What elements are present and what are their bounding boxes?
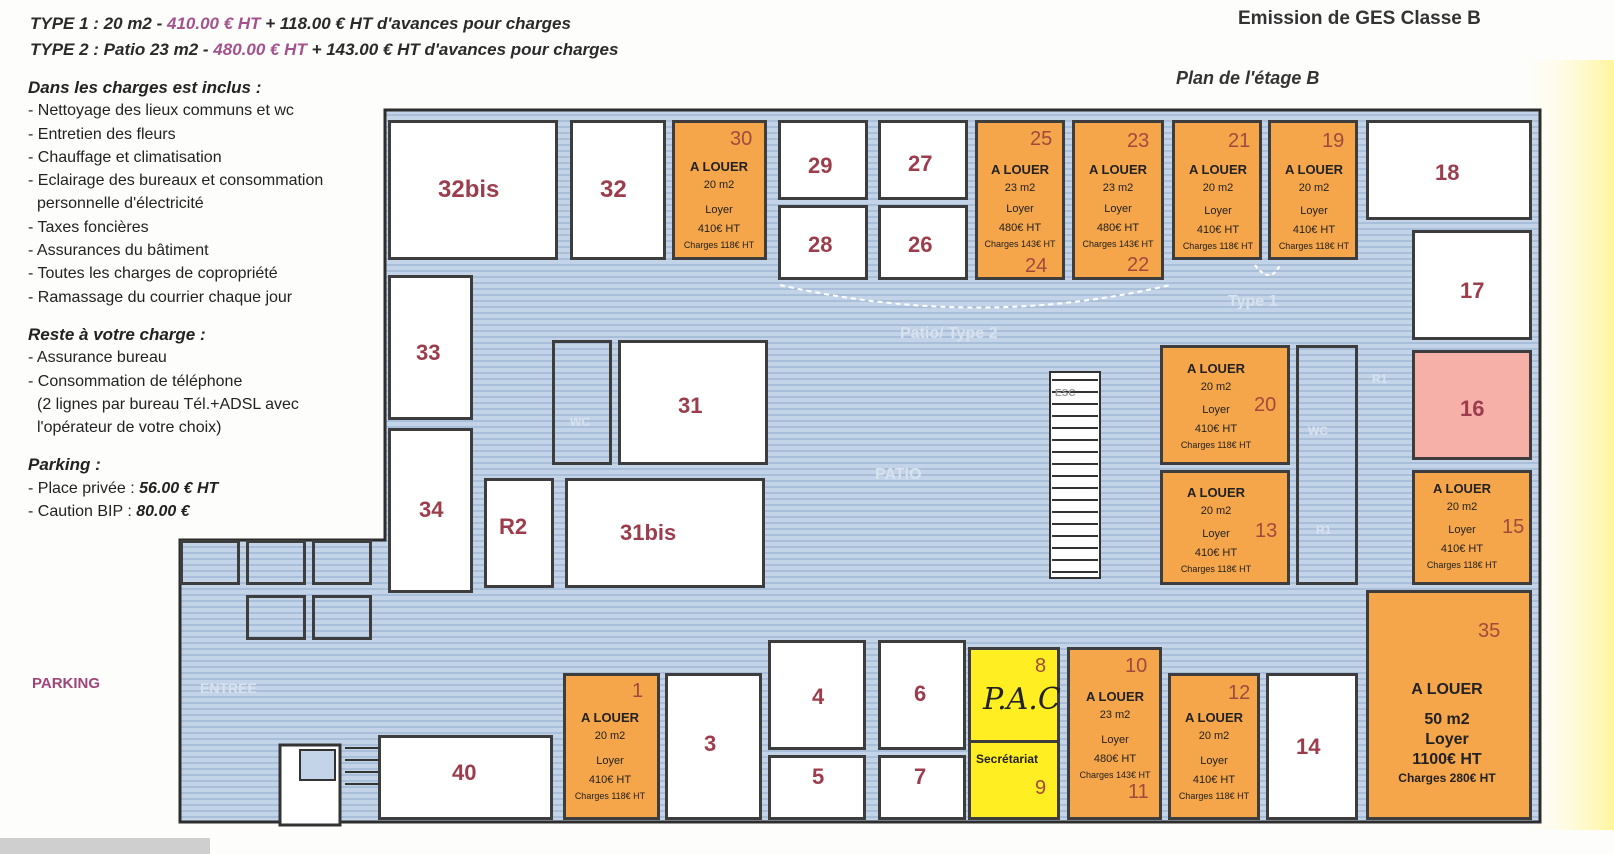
wc-left[interactable] [552,340,612,465]
plan-title: Plan de l'étage B [1176,68,1320,88]
r1-label-bottom: R1 [1316,523,1332,537]
room-label: 21 [1228,130,1251,152]
wc-right-label: WC [1308,424,1328,438]
room-label: 26 [908,232,933,257]
offer-room-13: A LOUER 20 m2 Loyer 410€ HT Charges 118€ HT [1180,485,1252,574]
included-item: - Taxes foncières [28,218,149,236]
parking-badge: - Caution BIP : 80.00 € [28,503,190,521]
room-label: 19 [1322,130,1345,152]
staircase [1050,372,1100,578]
esc-label: ESC [1055,388,1076,399]
secretariat-label: Secrétariat [976,752,1039,766]
room-label: 31bis [620,520,677,545]
included-item: - Chauffage et climatisation [28,148,222,166]
pac-divider [968,740,1060,743]
parking-place: - Place privée : 56.00 € HT [28,479,219,497]
room-label: 9 [1035,777,1047,799]
charge-item: (2 lignes par bureau Tél.+ADSL avec [37,395,299,413]
included-item: - Ramassage du courrier chaque jour [28,288,293,306]
offer-room-30: A LOUER 20 m2 Loyer 410€ HT Charges 118€ HT [683,159,755,250]
room-label: 3 [704,731,717,756]
room-label: R2 [499,514,528,539]
charge-item: - Assurance bureau [28,349,167,367]
parking-title: Parking : [28,455,101,475]
ges-class-label: Emission de GES Classe B [1238,8,1481,29]
type2-line: TYPE 2 : Patio 23 m2 - 480.00 € HT + 143.00 € HT d'avances pour charges [30,40,619,59]
included-item: - Nettoyage des lieux communs et wc [28,102,294,120]
type1-label: Type 1 [1228,293,1278,310]
included-item: - Entretien des fleurs [28,125,176,143]
room-label: 27 [908,151,933,176]
offer-room-19: A LOUER 20 m2 Loyer 410€ HT Charges 118€ HT [1278,162,1350,251]
esc-left[interactable] [312,595,372,640]
room-label: 31 [678,393,703,418]
included-title: Dans les charges est inclus : [28,78,262,97]
offer-room-25-24: A LOUER 23 m2 Loyer 480€ HT Charges 143€ HT [984,162,1056,249]
room-label: 32 [600,176,627,203]
patio-type2-label: Patio/ Type 2 [900,325,998,342]
room-label: 30 [730,128,753,150]
room-label: 28 [808,232,833,257]
room-label: 16 [1460,396,1485,421]
offer-room-15: A LOUER 20 m2 Loyer 410€ HT Charges 118€ HT [1426,481,1498,570]
room-label: 24 [1025,255,1048,277]
included-item: - Toutes les charges de copropriété [28,265,278,283]
scroll-bar[interactable] [0,838,210,854]
offer-room-1: A LOUER 20 m2 Loyer 410€ HT Charges 118€ HT [574,710,646,801]
room-label: 23 [1127,130,1150,152]
offer-room-35: A LOUER 50 m2 Loyer 1100€ HT Charges 280€ HT [1398,681,1496,785]
room-left-b[interactable] [246,540,306,585]
offer-room-21: A LOUER 20 m2 Loyer 410€ HT Charges 118€ HT [1182,162,1254,251]
room-label: 6 [914,681,927,706]
room-label: 10 [1125,655,1148,677]
included-item: - Assurances du bâtiment [28,242,209,260]
room-label: 13 [1255,520,1278,542]
room-label: 12 [1228,682,1251,704]
room-label: 29 [808,153,833,178]
offer-room-20: A LOUER 20 m2 Loyer 410€ HT Charges 118€ HT [1180,361,1252,450]
included-item: - Eclairage des bureaux et consommation [28,172,324,190]
charge-item: l'opérateur de votre choix) [37,419,222,437]
offer-room-23-22: A LOUER 23 m2 Loyer 480€ HT Charges 143€ HT [1082,162,1154,249]
type1-line: TYPE 1 : 20 m2 - 410.00 € HT + 118.00 € HT d'avances pour charges [30,14,571,33]
room-label: 5 [812,764,825,789]
room-label: 15 [1502,516,1525,538]
included-item: personnelle d'électricité [37,195,204,213]
room-label: 20 [1254,394,1277,416]
room-label: 14 [1296,734,1321,759]
room-label: 7 [914,764,927,789]
room-label: 11 [1128,781,1149,803]
room-label: 1 [632,680,644,702]
offer-room-12: A LOUER 20 m2 Loyer 410€ HT Charges 118€ HT [1178,710,1250,801]
wc-right[interactable] [1296,345,1358,585]
room-8-9[interactable] [968,647,1060,820]
room-label: 32bis [438,176,500,203]
room-label: 25 [1030,128,1053,150]
pac-label: P.A.C [983,682,1061,717]
room-label: 35 [1478,620,1501,642]
room-left-c[interactable] [312,540,372,585]
r1-label-top: R1 [1372,372,1388,386]
room-label: 8 [1035,655,1047,677]
room-label: 33 [416,340,441,365]
room-left-a[interactable] [180,540,240,585]
offer-room-10-11: A LOUER 23 m2 Loyer 480€ HT Charges 143€ HT [1079,689,1151,780]
patio-label: PATIO [875,466,922,483]
room-label: 22 [1127,254,1150,276]
room-left-d[interactable] [246,595,306,640]
room-label: 40 [452,760,477,785]
wc-left-label: WC [570,415,590,429]
parking-label: PARKING [32,675,101,692]
room-label: 17 [1460,278,1485,303]
room-label: 34 [419,497,444,522]
charge-title: Reste à votre charge : [28,324,206,344]
room-label: 18 [1435,160,1460,185]
room-label: 4 [812,684,825,709]
entree-label: ENTREE [200,680,257,696]
charge-item: - Consommation de téléphone [28,372,243,390]
